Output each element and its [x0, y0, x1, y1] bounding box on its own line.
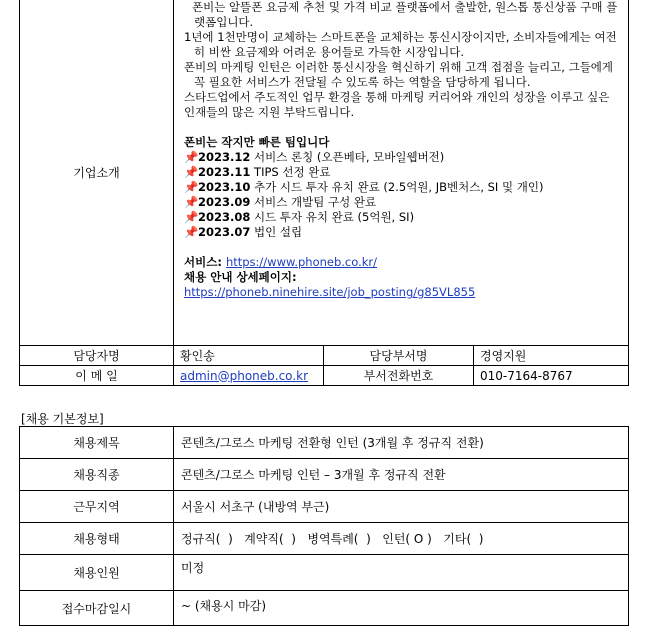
history-date: 2023.09 [198, 195, 251, 209]
section-title: [채용 기본정보] [21, 412, 104, 426]
pushpin-icon: 📌 [184, 225, 199, 239]
pushpin-icon: 📌 [184, 165, 199, 179]
history-item [184, 150, 622, 165]
detail-page-label: 채용 안내 상세페이지: [184, 270, 297, 284]
history-list [184, 150, 622, 240]
email-label: 이 메 일 [20, 366, 174, 386]
detail-page-line [184, 285, 622, 300]
history-item [184, 165, 622, 180]
email-value [174, 366, 324, 386]
job-title-value: 콘텐츠/그로스 마케팅 전환형 인턴 (3개월 후 정규직 전환) [174, 427, 629, 459]
job-type-label: 채용직종 [20, 459, 174, 491]
history-text: 법인 설립 [250, 225, 303, 239]
history-text: 서비스 론칭 (오픈베타, 모바일웹버전) [250, 150, 445, 164]
location-value: 서울시 서초구 (내방역 부근) [174, 491, 629, 523]
history-text: TIPS 선정 완료 [250, 165, 331, 179]
job-type-value: 콘텐츠/그로스 마케팅 인턴 – 3개월 후 정규직 전환 [174, 459, 629, 491]
history-date: 2023.08 [198, 210, 251, 224]
manager-value: 황인송 [174, 346, 324, 366]
history-item [184, 180, 622, 195]
dept-label: 담당부서명 [324, 346, 474, 366]
pushpin-icon: 📌 [184, 150, 199, 164]
history-item [184, 225, 622, 240]
intro-paragraph: 폰비의 마케팅 인턴은 이러한 통신시장을 혁신하기 위해 고객 접점을 늘리고, 그들에게 꼭 필요한 서비스가 전달될 수 있도록 하는 역할을 담당하게 됩니다. [184, 60, 614, 89]
phone-label: 부서전화번호 [324, 366, 474, 386]
pushpin-icon: 📌 [184, 210, 199, 224]
history-text: 추가 시드 투자 유치 완료 (2.5억원, JB벤처스, SI 및 개인) [250, 180, 544, 194]
company-intro-label: 기업소개 [20, 0, 174, 346]
detail-page-link[interactable]: https://phoneb.ninehire.site/job_posting/g85VL855 [184, 285, 476, 299]
employment-type-value: 정규직( ) 계약직( ) 병역특례( ) 인턴( O ) 기타( ) [174, 523, 629, 555]
intro-paragraph: 폰비는 알뜰폰 요금제 추천 및 가격 비교 플랫폼에서 출발한, 원스톱 통신상품 구매 플랫폼입니다. [192, 0, 618, 29]
company-info-table [19, 0, 629, 386]
history-date: 2023.11 [198, 165, 251, 179]
intro-paragraph: 1년에 1천만명이 교체하는 스마트폰을 교체하는 통신시장이지만, 소비자들에게는 여전히 비싼 요금제와 어려운 용어들로 가득한 시장입니다. [184, 30, 617, 59]
employment-type-label: 채용형태 [20, 523, 174, 555]
service-label: 서비스: [184, 255, 226, 269]
history-text: 시드 투자 유치 완료 (5억원, SI) [250, 210, 415, 224]
history-date: 2023.07 [198, 225, 251, 239]
service-line [184, 255, 622, 270]
history-item [184, 210, 622, 225]
deadline-label: 접수마감일시 [20, 591, 174, 626]
basic-info-table [19, 426, 629, 626]
pushpin-icon: 📌 [184, 180, 199, 194]
pushpin-icon: 📌 [184, 195, 199, 209]
deadline-value: ~ (채용시 마감) [174, 591, 629, 626]
headcount-label: 채용인원 [20, 555, 174, 591]
history-title: 폰비는 작지만 빠른 팀입니다 [184, 135, 330, 149]
headcount-value: 미정 [174, 555, 629, 591]
history-text: 서비스 개발팀 구성 완료 [250, 195, 377, 209]
dept-value: 경영지원 [474, 346, 629, 366]
location-label: 근무지역 [20, 491, 174, 523]
job-title-label: 채용제목 [20, 427, 174, 459]
manager-label: 담당자명 [20, 346, 174, 366]
intro-paragraph: 스타드업에서 주도적인 업무 환경을 통해 마케팅 커리어와 개인의 성장을 이루고 싶은 인재들의 많은 지원 부탁드립니다. [184, 90, 610, 119]
phone-value: 010-7164-8767 [474, 366, 629, 386]
email-link[interactable]: admin@phoneb.co.kr [180, 368, 309, 383]
service-link[interactable]: https://www.phoneb.co.kr/ [225, 255, 377, 269]
history-date: 2023.12 [198, 150, 251, 164]
company-intro-cell [174, 0, 629, 346]
history-item [184, 195, 622, 210]
history-date: 2023.10 [198, 180, 251, 194]
